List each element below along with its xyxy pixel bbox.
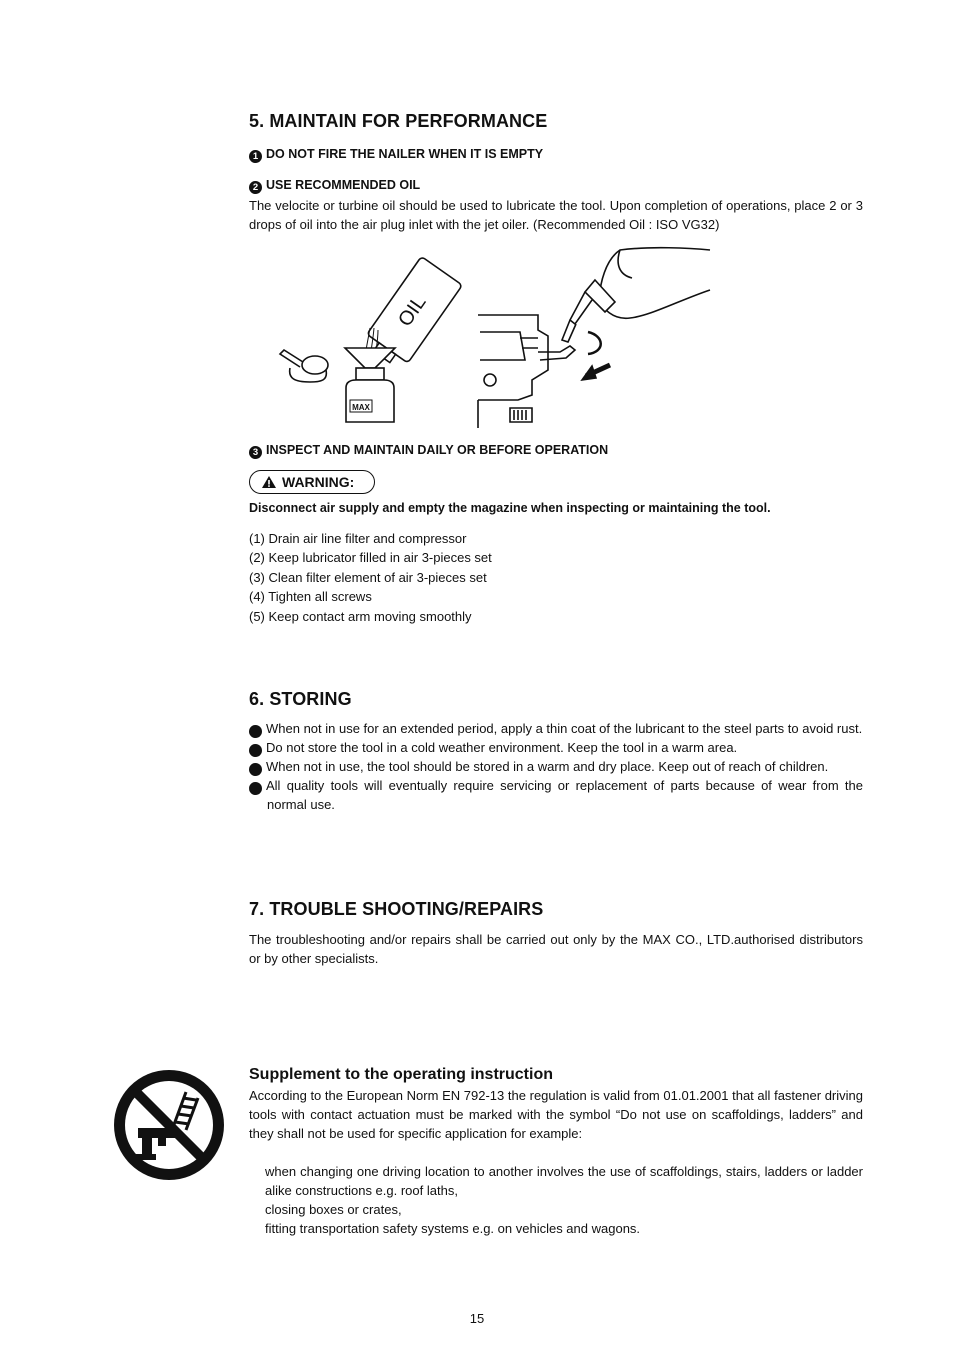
number-badge: 2 <box>249 181 262 194</box>
number-badge: 1 <box>249 150 262 163</box>
supplement-heading: Supplement to the operating instruction <box>249 1066 553 1083</box>
list-item: (1) Drain air line filter and compressor <box>249 531 467 546</box>
list-item: closing boxes or crates, <box>265 1202 402 1217</box>
svg-text:MAX: MAX <box>352 403 370 412</box>
list-item <box>243 757 863 776</box>
list-item: fitting transportation safety systems e.g. on vehicles and wagons. <box>265 1221 641 1236</box>
list-item <box>243 719 863 738</box>
warning-text: Disconnect air supply and empty the magazine when inspecting or maintaining the tool. <box>249 501 771 515</box>
list-item: when changing one driving location to another involves the use of scaffoldings, stairs, ladders or ladder alike constructions e.g. roof laths, <box>265 1164 863 1198</box>
list-item: (5) Keep contact arm moving smoothly <box>249 608 472 624</box>
repairs-text-block <box>249 930 863 968</box>
warning-badge <box>249 470 375 494</box>
section-6-heading: 6. STORING <box>249 689 352 709</box>
list-item: (2) Keep lubricator filled in air 3-pieces set <box>249 550 492 566</box>
section-7-heading: 7. TROUBLE SHOOTING/REPAIRS <box>249 899 544 919</box>
number-badge: 3 <box>249 446 262 459</box>
storing-item-text: When not in use for an extended period, apply a thin coat of the lubricant to the steel parts to avoid rust. <box>266 721 863 736</box>
number-badge: 1 <box>249 725 262 738</box>
number-badge: 2 <box>249 744 262 757</box>
oil-bottle-icon <box>346 368 394 422</box>
section-5-item-2 <box>249 178 863 234</box>
examples-list <box>249 1162 863 1238</box>
storing-list <box>243 719 863 814</box>
jet-oiler-icon <box>280 350 328 382</box>
list-item: (4) Tighten all screws <box>249 589 372 605</box>
supplement-block <box>249 1066 863 1238</box>
maintenance-steps-list <box>249 529 863 626</box>
storing-item-text: When not in use, the tool should be stored in a warm and dry place. Keep out of reach of children. <box>266 759 829 774</box>
item-1-label: DO NOT FIRE THE NAILER WHEN IT IS EMPTY <box>266 147 544 161</box>
list-item: (3) Clean filter element of air 3-pieces set <box>249 569 487 585</box>
list-item <box>243 776 863 814</box>
nailer-icon <box>478 315 575 428</box>
list-item <box>243 738 863 757</box>
item-2-label: USE RECOMMENDED OIL <box>266 178 421 192</box>
warning-label: WARNING: <box>282 474 355 490</box>
oil-instruction-text: The velocite or turbine oil should be used to lubricate the tool. Upon completion of operations, place 2 or 3 drops of oil into the air plug inlet with the jet oiler. (Recommended Oil : ISO VG32) <box>249 198 863 232</box>
svg-text:OIL: OIL <box>394 291 431 331</box>
storing-item-text: Do not store the tool in a cold weather environment. Keep the tool in a warm area. <box>266 740 738 755</box>
hand-icon <box>562 248 710 342</box>
supplement-text: According to the European Norm EN 792-13 the regulation is valid from 01.01.2001 that all fastener driving tools with contact actuation must be marked with the symbol “Do not use on scaffoldings, ladders” and they shall not be used for specific application for example: <box>249 1088 863 1141</box>
page-number: 15 <box>469 1311 485 1326</box>
warning-triangle-icon <box>262 476 276 488</box>
section-5-item-3 <box>249 443 863 459</box>
section-5-item-1 <box>249 147 863 163</box>
item-3-label: INSPECT AND MAINTAIN DAILY OR BEFORE OPERATION <box>266 443 609 457</box>
repairs-text: The troubleshooting and/or repairs shall be carried out only by the MAX CO., LTD.authorised distributors or by other specialists. <box>249 932 863 966</box>
number-badge: 4 <box>249 782 262 795</box>
number-badge: 3 <box>249 763 262 776</box>
oiling-illustration <box>270 240 730 430</box>
section-5-heading: 5. MAINTAIN FOR PERFORMANCE <box>249 111 548 131</box>
storing-item-text: All quality tools will eventually require servicing or replacement of parts because of wear from the normal use. <box>266 778 863 812</box>
no-scaffolding-ladder-icon <box>112 1068 226 1182</box>
warning-text-block <box>249 501 863 515</box>
